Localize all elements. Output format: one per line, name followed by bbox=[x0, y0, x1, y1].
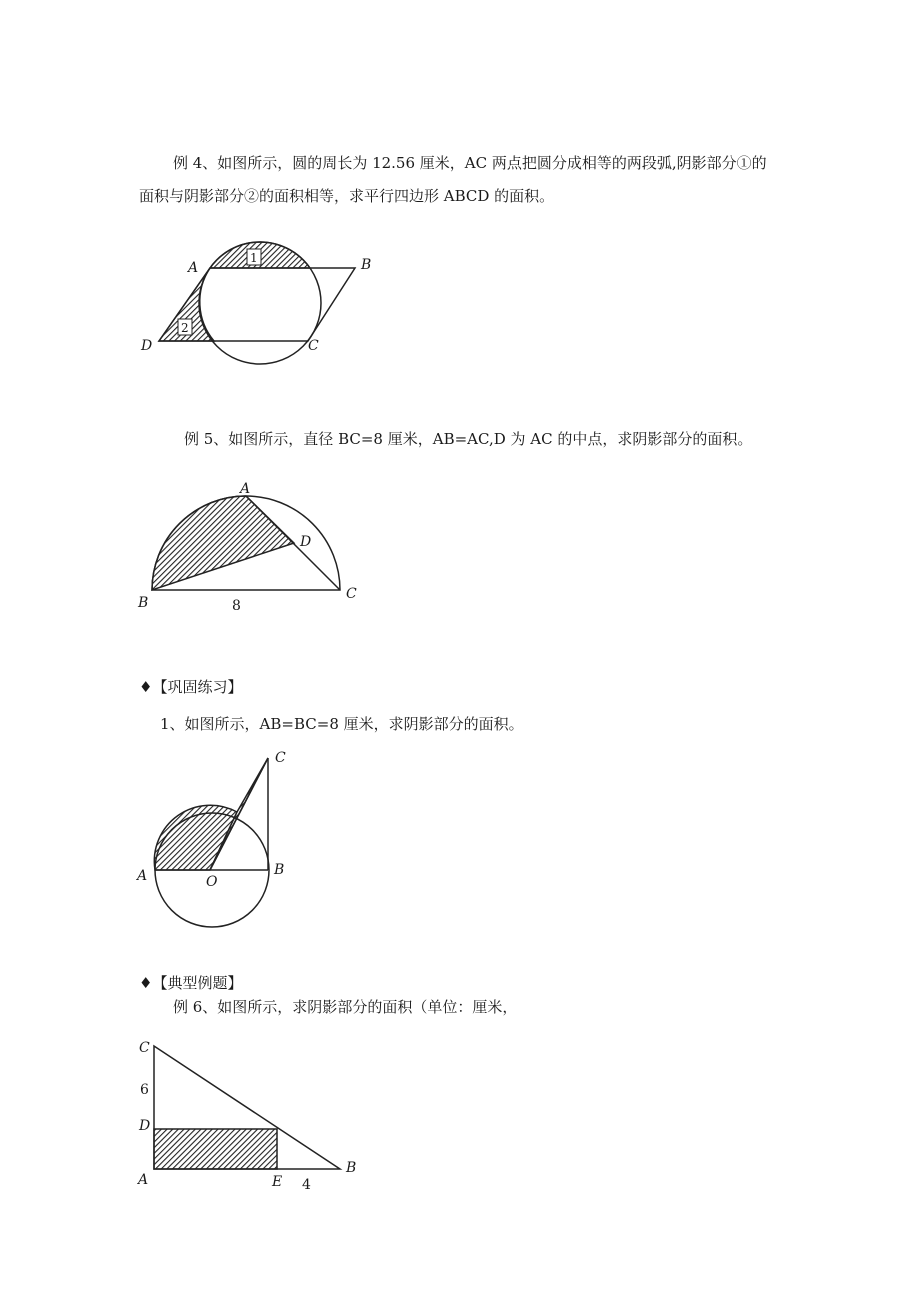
ex6-diagram bbox=[136, 1040, 356, 1193]
practice-label-c: C bbox=[275, 750, 286, 766]
ex5-label-length: 8 bbox=[232, 598, 241, 614]
ex4-label-c: C bbox=[308, 338, 319, 354]
ex6-label-c: C bbox=[139, 1040, 150, 1056]
ex5-line-1: 例 5、如图所示，直径 BC=8 厘米，AB=AC,D 为 AC 的中点，求阴影部分的面积。 bbox=[184, 430, 753, 448]
ex6-label-length-cd: 6 bbox=[140, 1082, 149, 1098]
practice-heading: ♦【巩固练习】 bbox=[139, 678, 243, 696]
ex6-line-1: 例 6、如图所示，求阴影部分的面积（单位：厘米， bbox=[173, 998, 518, 1016]
ex6-label-b: B bbox=[346, 1160, 357, 1176]
ex5-label-b: B bbox=[138, 595, 149, 611]
ex6-label-e: E bbox=[272, 1174, 283, 1190]
ex6-label-d: D bbox=[139, 1118, 151, 1134]
ex5-shaded-region bbox=[152, 496, 294, 590]
practice-label-o: O bbox=[206, 874, 218, 890]
practice-label-b: B bbox=[274, 862, 285, 878]
ex6-label-a: A bbox=[138, 1172, 149, 1188]
ex5-label-d: D bbox=[300, 534, 312, 550]
ex4-label-region-1: 1 bbox=[250, 251, 258, 265]
ex4-diagram bbox=[140, 242, 371, 364]
ex5-diagram bbox=[137, 481, 357, 614]
practice-question-1: 1、如图所示，AB=BC=8 厘米，求阴影部分的面积。 bbox=[160, 715, 524, 733]
ex4-label-b: B bbox=[361, 257, 372, 273]
ex5-label-c: C bbox=[346, 586, 357, 602]
ex5-label-a: A bbox=[240, 481, 251, 497]
ex4-label-region-2: 2 bbox=[181, 321, 189, 335]
ex6-shaded-rectangle bbox=[154, 1129, 277, 1169]
typical-heading: ♦【典型例题】 bbox=[139, 974, 243, 992]
practice-label-a: A bbox=[137, 868, 148, 884]
ex6-label-length-eb: 4 bbox=[302, 1177, 311, 1193]
ex4-label-d: D bbox=[141, 338, 153, 354]
practice-diagram bbox=[135, 750, 286, 927]
ex4-line-1: 例 4、如图所示，圆的周长为 12.56 厘米，AC 两点把圆分成相等的两段弧,阴影部分①的 bbox=[173, 154, 767, 172]
ex4-label-a: A bbox=[188, 260, 199, 276]
ex4-line-2: 面积与阴影部分②的面积相等，求平行四边形 ABCD 的面积。 bbox=[139, 187, 555, 205]
